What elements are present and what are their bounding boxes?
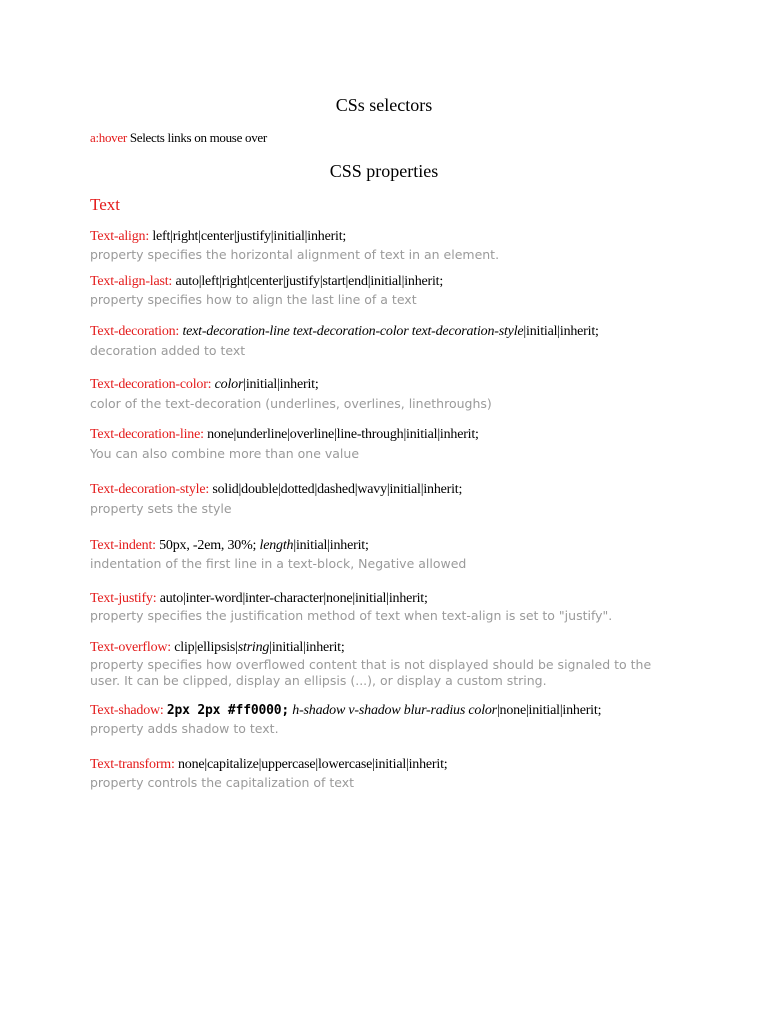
property-values-tail: |initial|inherit; [523,324,599,339]
property-name: Text-align-last: [90,274,173,289]
property-values-head: 50px, -2em, 30%; [155,538,260,553]
property-values-tail: |initial|inherit; [293,538,369,553]
property-description: property specifies how overflowed content that is not displayed should be signaled to the user. It can be clipped, display an ellipsis (...), or display a custom string. [90,657,652,688]
property-values-tail: |none|initial|inherit; [496,703,602,718]
property-name: Text-decoration-line: [90,427,204,442]
property-description: property sets the style [90,501,232,516]
property-text-shadow [90,702,748,720]
property-values-italic: h-shadow v-shadow blur-radius color [292,703,497,718]
property-name: Text-justify: [90,591,157,606]
property-text-indent [90,537,748,555]
property-name: Text-overflow: [90,640,171,655]
property-text-decoration [90,323,748,341]
property-name: Text-align: [90,229,150,244]
property-name: Text-decoration: [90,324,180,339]
property-values: auto|inter-word|inter-character|none|initial|inherit; [156,591,428,606]
property-values-italic: string [237,640,270,655]
property-description: property specifies the horizontal alignment of text in an element. [90,247,500,262]
property-text-justify [90,590,748,608]
selector-key: a:hover [90,130,127,145]
property-description: color of the text-decoration (underlines, overlines, linethroughs) [90,396,492,411]
property-name: Text-decoration-color: [90,377,212,392]
property-values-tail: |initial|inherit; [243,377,319,392]
property-values-code: 2px 2px #ff0000; [166,703,289,718]
property-description: property controls the capitalization of text [90,775,355,790]
property-text-transform [90,756,748,774]
property-values-italic: color [214,377,244,392]
property-values: none|underline|overline|line-through|initial|inherit; [203,427,479,442]
property-description: property adds shadow to text. [90,721,279,736]
property-name: Text-transform: [90,757,175,772]
property-description: decoration added to text [90,343,246,358]
property-values: left|right|center|justify|initial|inherit; [149,229,347,244]
selector-text: Selects links on mouse over [129,130,267,145]
property-text-decoration-line [90,426,748,444]
property-values-italic: length [259,538,294,553]
property-values: solid|double|dotted|dashed|wavy|initial|inherit; [209,482,463,497]
property-text-overflow [90,639,748,657]
property-values: auto|left|right|center|justify|start|end|initial|inherit; [172,274,444,289]
property-text-decoration-color [90,376,748,394]
selector-item-hover [90,129,748,147]
section-heading-text: Text [90,195,120,214]
property-text-decoration-style [90,481,748,499]
property-name: Text-shadow: [90,703,164,718]
properties-title: CSS properties [329,161,439,181]
property-values-tail: |initial|inherit; [269,640,345,655]
property-text-align-last [90,273,748,291]
property-values-head: clip|ellipsis| [170,640,238,655]
property-values-italic: text-decoration-line text-decoration-color text-decoration-style [182,324,524,339]
property-description: indentation of the first line in a text-block, Negative allowed [90,556,467,571]
property-text-align [90,228,748,246]
selectors-title: CSs selectors [335,95,433,115]
property-description: property specifies the justification method of text when text-align is set to "justify". [90,608,613,623]
property-description: You can also combine more than one value [90,446,360,461]
property-name: Text-indent: [90,538,156,553]
property-values: none|capitalize|uppercase|lowercase|initial|inherit; [174,757,448,772]
property-description: property specifies how to align the last line of a text [90,292,417,307]
property-name: Text-decoration-style: [90,482,210,497]
